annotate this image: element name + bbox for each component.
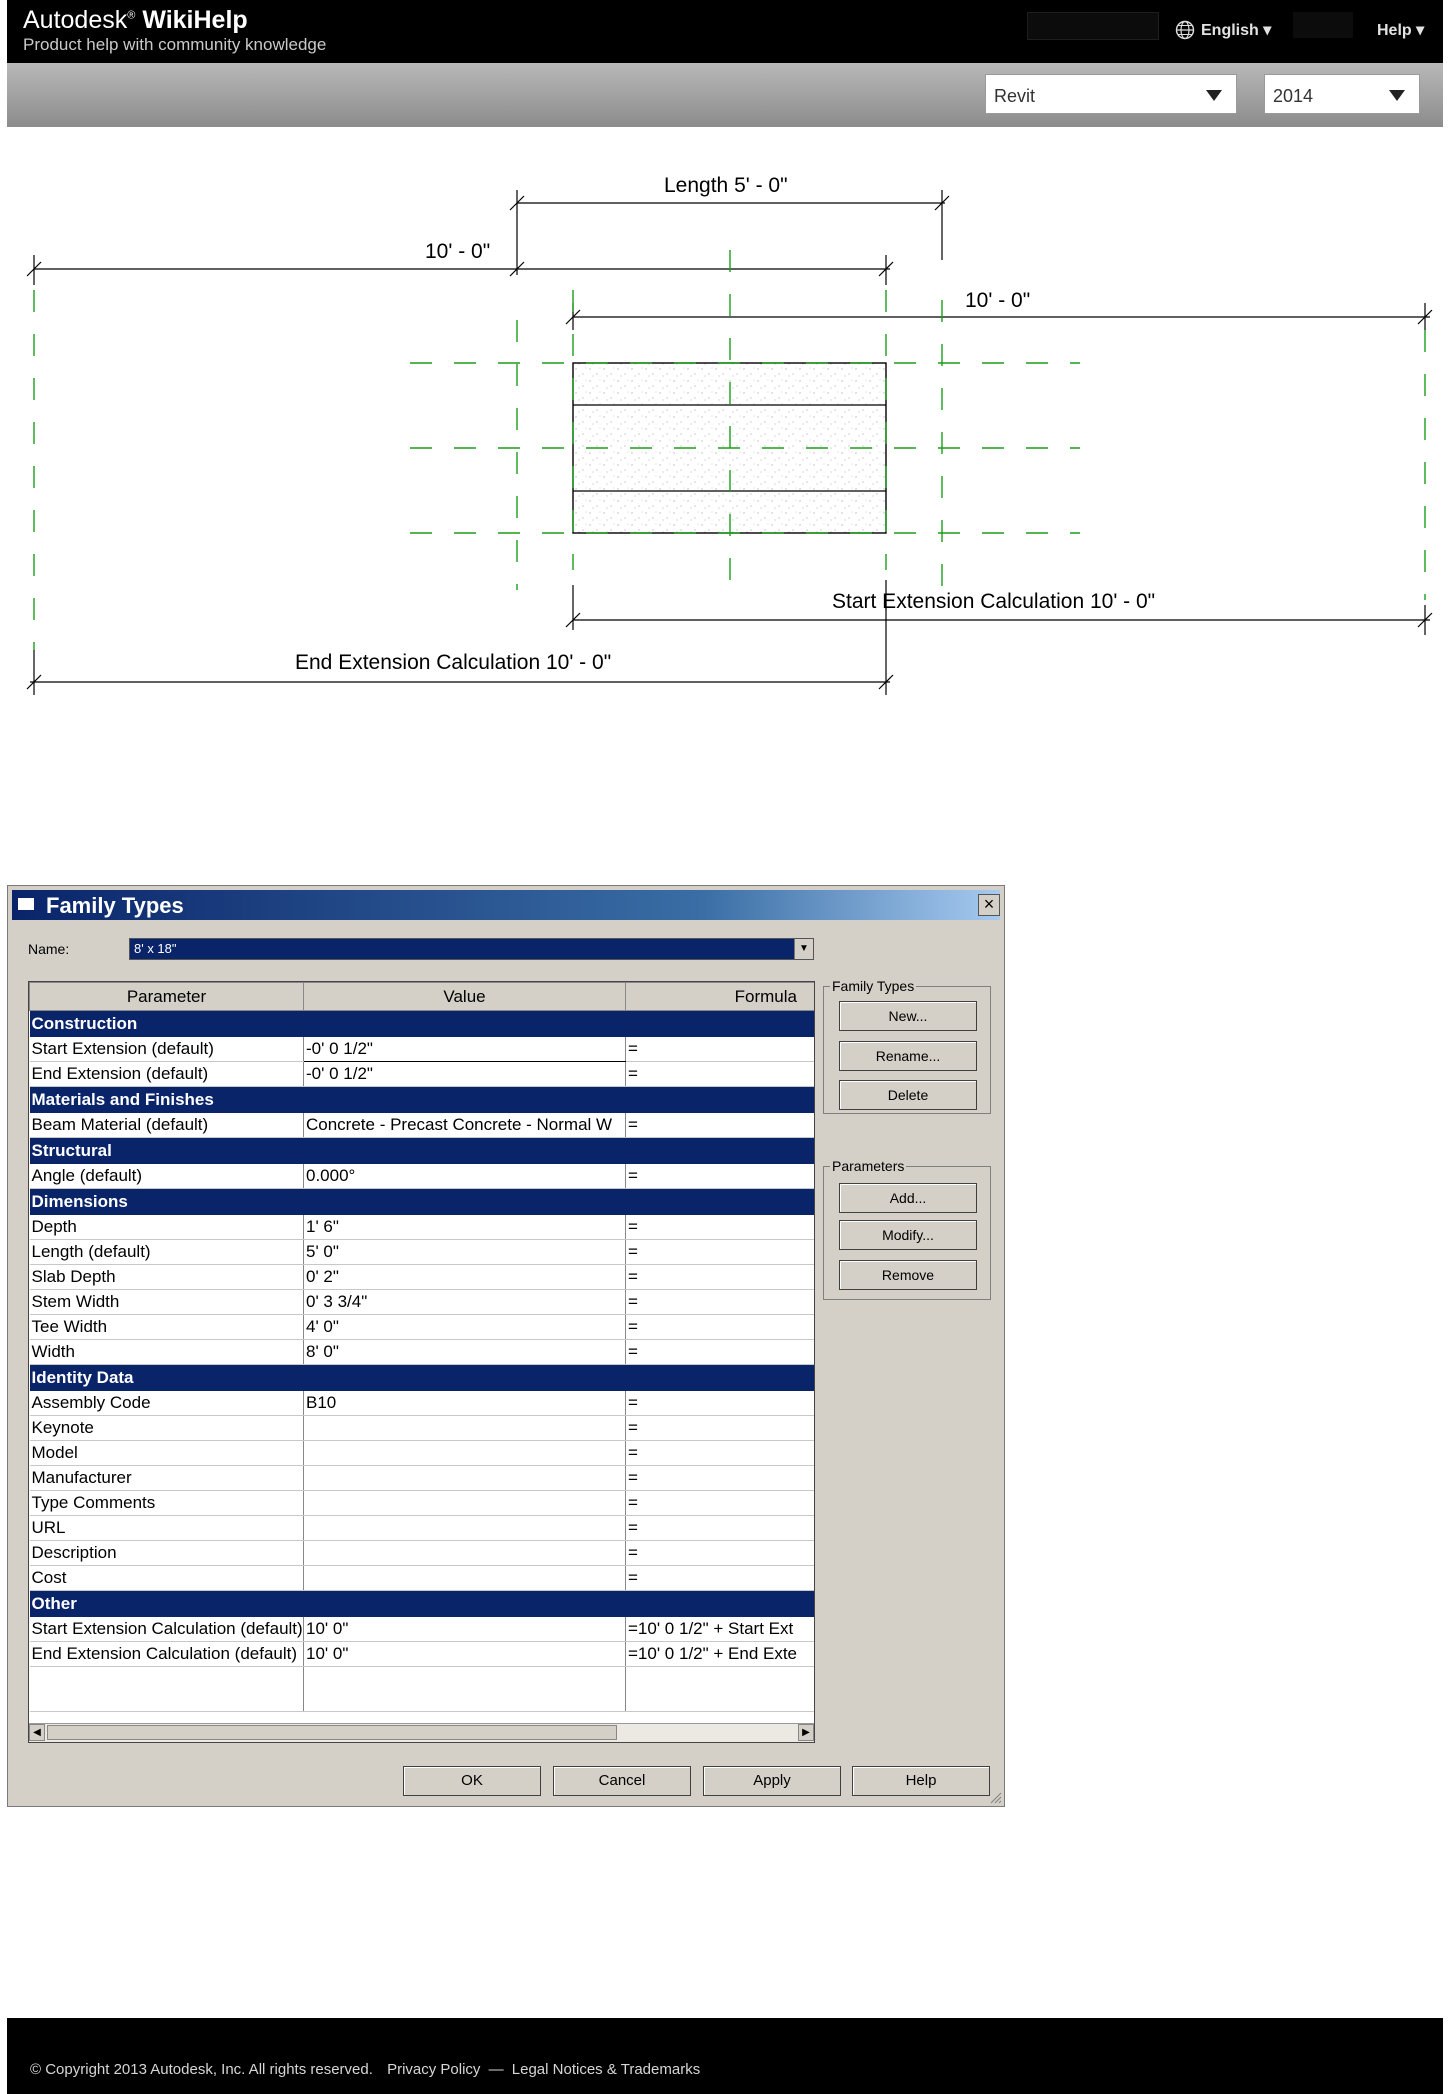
language-menu[interactable] bbox=[1175, 20, 1271, 40]
top-bar bbox=[7, 0, 1443, 63]
add-parameter-button[interactable]: Add... bbox=[839, 1183, 977, 1213]
empty-row bbox=[30, 1667, 816, 1712]
formula-cell[interactable]: = bbox=[626, 1516, 816, 1541]
value-cell[interactable] bbox=[304, 1566, 626, 1591]
chevron-down-icon bbox=[1389, 90, 1405, 101]
table-row[interactable] bbox=[30, 1416, 816, 1441]
family-types-dialog bbox=[7, 885, 1005, 1807]
cancel-button[interactable]: Cancel bbox=[553, 1766, 691, 1796]
value-cell[interactable]: -0' 0 1/2" bbox=[304, 1062, 626, 1087]
remove-parameter-button[interactable]: Remove bbox=[839, 1260, 977, 1290]
value-cell[interactable]: 5' 0" bbox=[304, 1240, 626, 1265]
help-button[interactable]: Help bbox=[852, 1766, 990, 1796]
formula-cell[interactable]: = bbox=[626, 1062, 816, 1087]
value-cell[interactable]: 0' 2" bbox=[304, 1265, 626, 1290]
formula-cell[interactable]: = bbox=[626, 1164, 816, 1189]
dialog-title: Family Types bbox=[46, 893, 184, 918]
group-label: Construction bbox=[30, 1011, 816, 1037]
parameter-cell: Model bbox=[30, 1441, 304, 1466]
type-name-value: 8' x 18" bbox=[134, 941, 177, 956]
formula-cell[interactable]: =10' 0 1/2" + End Exte bbox=[626, 1642, 816, 1667]
formula-cell[interactable]: = bbox=[626, 1265, 816, 1290]
dialog-titlebar[interactable] bbox=[12, 890, 1000, 920]
resize-grip-icon[interactable] bbox=[988, 1790, 1002, 1804]
rename-button[interactable]: Rename... bbox=[839, 1041, 977, 1071]
legal-notices-link[interactable]: Legal Notices & Trademarks bbox=[511, 2061, 701, 2078]
length-dimension-label: Length 5' - 0" bbox=[664, 174, 788, 197]
new-button[interactable]: New... bbox=[839, 1001, 977, 1031]
value-cell[interactable]: 8' 0" bbox=[304, 1340, 626, 1365]
group-row[interactable] bbox=[30, 1011, 816, 1037]
group-label: Materials and Finishes bbox=[30, 1087, 816, 1113]
table-row[interactable] bbox=[30, 1340, 816, 1365]
table-row[interactable] bbox=[30, 1290, 816, 1315]
value-cell[interactable]: 0.000° bbox=[304, 1164, 626, 1189]
parameters-grid bbox=[28, 981, 815, 1743]
table-row[interactable] bbox=[30, 1617, 816, 1642]
value-cell[interactable]: 10' 0" bbox=[304, 1642, 626, 1667]
parameter-cell: URL bbox=[30, 1516, 304, 1541]
group-row[interactable] bbox=[30, 1591, 816, 1617]
version-select[interactable] bbox=[1264, 74, 1420, 114]
value-cell[interactable]: 10' 0" bbox=[304, 1617, 626, 1642]
type-name-select[interactable] bbox=[129, 938, 814, 960]
parameter-cell: Start Extension Calculation (default) bbox=[30, 1617, 304, 1642]
parameters-group bbox=[823, 1158, 991, 1300]
footer-separator: — bbox=[488, 2061, 504, 2078]
parameter-cell: Cost bbox=[30, 1566, 304, 1591]
family-types-group bbox=[823, 978, 991, 1114]
formula-cell[interactable]: = bbox=[626, 1541, 816, 1566]
value-cell[interactable] bbox=[304, 1466, 626, 1491]
globe-icon bbox=[1175, 20, 1195, 40]
brand-logo[interactable] bbox=[23, 6, 248, 35]
group-row[interactable] bbox=[30, 1138, 816, 1164]
group-label: Structural bbox=[30, 1138, 816, 1164]
search-input[interactable] bbox=[1027, 12, 1159, 40]
parameter-cell: Width bbox=[30, 1340, 304, 1365]
parameter-cell: Depth bbox=[30, 1215, 304, 1240]
value-cell[interactable] bbox=[304, 1491, 626, 1516]
table-row[interactable] bbox=[30, 1566, 816, 1591]
formula-cell[interactable]: = bbox=[626, 1340, 816, 1365]
value-cell[interactable] bbox=[304, 1541, 626, 1566]
parameter-cell: Keynote bbox=[30, 1416, 304, 1441]
ok-button[interactable]: OK bbox=[403, 1766, 541, 1796]
scrollbar-thumb[interactable] bbox=[47, 1725, 617, 1740]
table-row[interactable] bbox=[30, 1164, 816, 1189]
parameter-cell: Stem Width bbox=[30, 1290, 304, 1315]
formula-cell[interactable]: = bbox=[626, 1037, 816, 1062]
table-row[interactable] bbox=[30, 1642, 816, 1667]
version-select-value: 2014 bbox=[1273, 86, 1314, 106]
footer bbox=[7, 2018, 1443, 2094]
value-cell[interactable]: B10 bbox=[304, 1391, 626, 1416]
family-types-group-label: Family Types bbox=[832, 978, 915, 994]
scroll-left-icon[interactable]: ◀ bbox=[29, 1724, 45, 1741]
brand-prefix: Autodesk bbox=[23, 6, 128, 34]
value-cell[interactable]: Concrete - Precast Concrete - Normal W bbox=[304, 1113, 626, 1138]
group-row[interactable] bbox=[30, 1189, 816, 1215]
horizontal-scrollbar[interactable] bbox=[29, 1723, 814, 1742]
table-row[interactable] bbox=[30, 1037, 816, 1062]
modify-parameter-button[interactable]: Modify... bbox=[839, 1220, 977, 1250]
table-row[interactable] bbox=[30, 1315, 816, 1340]
parameter-cell: Slab Depth bbox=[30, 1265, 304, 1290]
formula-cell[interactable]: = bbox=[626, 1391, 816, 1416]
value-cell[interactable] bbox=[304, 1516, 626, 1541]
group-row[interactable] bbox=[30, 1087, 816, 1113]
parameter-cell: Tee Width bbox=[30, 1315, 304, 1340]
value-cell[interactable] bbox=[304, 1416, 626, 1441]
window-icon bbox=[18, 898, 34, 910]
value-cell[interactable] bbox=[304, 1441, 626, 1466]
end-extension-label: End Extension Calculation 10' - 0" bbox=[295, 651, 612, 674]
beam-extension-drawing bbox=[0, 150, 1450, 710]
group-label: Other bbox=[30, 1591, 816, 1617]
formula-cell[interactable]: = bbox=[626, 1290, 816, 1315]
formula-cell[interactable]: = bbox=[626, 1466, 816, 1491]
brand-registered-mark: ® bbox=[127, 9, 136, 22]
copyright-text: © Copyright 2013 Autodesk, Inc. All rights reserved. bbox=[30, 2061, 373, 2078]
value-cell[interactable]: 1' 6" bbox=[304, 1215, 626, 1240]
table-row[interactable] bbox=[30, 1391, 816, 1416]
parameters-group-label: Parameters bbox=[832, 1158, 905, 1174]
product-select-value: Revit bbox=[994, 86, 1036, 106]
parameter-cell: Length (default) bbox=[30, 1240, 304, 1265]
parameter-cell: Type Comments bbox=[30, 1491, 304, 1516]
parameter-cell: Start Extension (default) bbox=[30, 1037, 304, 1062]
formula-cell[interactable]: = bbox=[626, 1240, 816, 1265]
column-header-formula[interactable]: Formula bbox=[626, 983, 816, 1011]
column-header-value[interactable]: Value bbox=[304, 983, 626, 1011]
formula-cell[interactable]: = bbox=[626, 1215, 816, 1240]
help-menu[interactable]: Help ▾ bbox=[1377, 22, 1425, 39]
group-row[interactable] bbox=[30, 1365, 816, 1391]
table-row[interactable] bbox=[30, 1113, 816, 1138]
parameter-cell: Manufacturer bbox=[30, 1466, 304, 1491]
parameter-cell: Angle (default) bbox=[30, 1164, 304, 1189]
chevron-down-icon[interactable]: ▼ bbox=[794, 939, 813, 959]
parameter-cell: End Extension (default) bbox=[30, 1062, 304, 1087]
right-dimension-label: 10' - 0" bbox=[965, 289, 1031, 312]
table-row[interactable] bbox=[30, 1466, 816, 1491]
formula-cell[interactable]: = bbox=[626, 1566, 816, 1591]
table-row[interactable] bbox=[30, 1240, 816, 1265]
value-cell[interactable]: -0' 0 1/2" bbox=[304, 1037, 626, 1062]
value-cell[interactable]: 0' 3 3/4" bbox=[304, 1290, 626, 1315]
account-box[interactable] bbox=[1293, 12, 1353, 38]
privacy-policy-link[interactable]: Privacy Policy bbox=[387, 2061, 481, 2078]
product-select[interactable] bbox=[985, 74, 1237, 114]
formula-cell[interactable]: =10' 0 1/2" + Start Ext bbox=[626, 1617, 816, 1642]
parameter-cell: Assembly Code bbox=[30, 1391, 304, 1416]
formula-cell[interactable]: = bbox=[626, 1441, 816, 1466]
table-row[interactable] bbox=[30, 1541, 816, 1566]
apply-button[interactable]: Apply bbox=[703, 1766, 841, 1796]
brand-subtitle: Product help with community knowledge bbox=[23, 35, 327, 54]
footer-text bbox=[30, 2061, 700, 2078]
value-cell[interactable]: 4' 0" bbox=[304, 1315, 626, 1340]
start-extension-label: Start Extension Calculation 10' - 0" bbox=[832, 590, 1156, 613]
parameter-cell: Beam Material (default) bbox=[30, 1113, 304, 1138]
close-button[interactable]: × bbox=[978, 894, 1000, 916]
delete-button[interactable]: Delete bbox=[839, 1080, 977, 1110]
parameter-cell: End Extension Calculation (default) bbox=[30, 1642, 304, 1667]
formula-cell[interactable]: = bbox=[626, 1491, 816, 1516]
parameter-cell: Description bbox=[30, 1541, 304, 1566]
group-label: Dimensions bbox=[30, 1189, 816, 1215]
formula-cell[interactable]: = bbox=[626, 1315, 816, 1340]
formula-cell[interactable]: = bbox=[626, 1416, 816, 1441]
formula-cell[interactable]: = bbox=[626, 1113, 816, 1138]
group-label: Identity Data bbox=[30, 1365, 816, 1391]
chevron-down-icon bbox=[1206, 90, 1222, 101]
column-header-parameter[interactable]: Parameter bbox=[30, 983, 304, 1011]
table-row[interactable] bbox=[30, 1491, 816, 1516]
name-label: Name: bbox=[28, 941, 70, 957]
table-row[interactable] bbox=[30, 1265, 816, 1290]
left-dimension-label: 10' - 0" bbox=[425, 240, 491, 263]
scroll-right-icon[interactable]: ▶ bbox=[798, 1724, 814, 1741]
table-row[interactable] bbox=[30, 1062, 816, 1087]
brand-name: WikiHelp bbox=[142, 6, 248, 34]
language-label: English ▾ bbox=[1201, 22, 1272, 39]
table-row[interactable] bbox=[30, 1215, 816, 1240]
table-row[interactable] bbox=[30, 1516, 816, 1541]
table-row[interactable] bbox=[30, 1441, 816, 1466]
